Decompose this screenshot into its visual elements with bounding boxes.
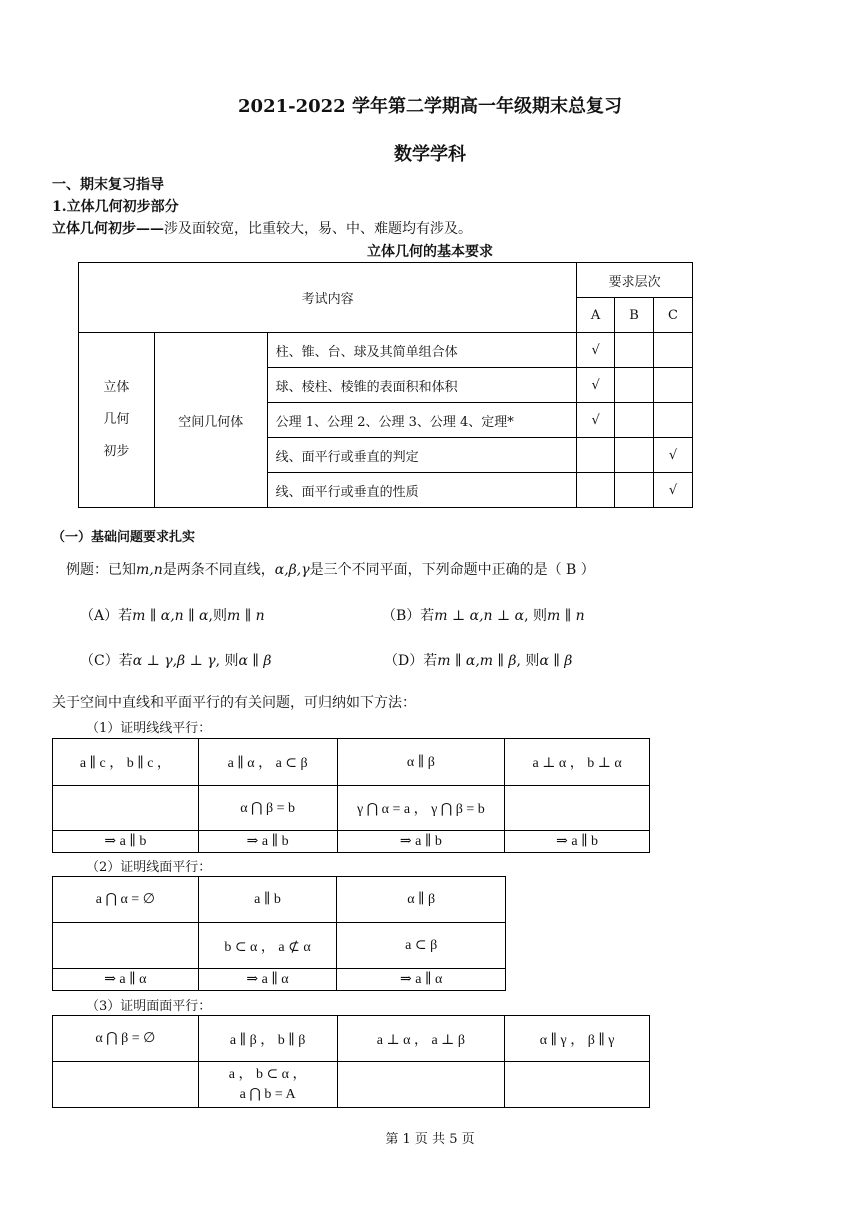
req-a [577, 473, 615, 508]
req-a: √ [577, 403, 615, 438]
option-then: ,则 [208, 608, 227, 624]
example-question [66, 559, 595, 579]
proof3-cell: a ∥ β ， b ∥ β [198, 1016, 337, 1062]
proof1-conclusion: ⇒ a ∥ b [198, 831, 337, 853]
req-item: 线、面平行或垂直的性质 [267, 473, 576, 508]
req-c [654, 403, 693, 438]
group-topic-line: 几何 [103, 412, 130, 427]
proof3-cell-line: a ⋂ b = A [239, 1086, 296, 1102]
req-b [615, 368, 654, 403]
proof1-table [52, 738, 650, 853]
proof2-cell: a ∥ b [198, 877, 337, 923]
proof2-conclusion: ⇒ a ∥ α [337, 969, 506, 991]
req-b [615, 403, 654, 438]
group-topic-line: 初步 [103, 444, 130, 459]
option-label: （B）若 [382, 608, 435, 624]
req-item: 公理 1、公理 2、公理 3、公理 4、定理* [267, 403, 576, 438]
proof1-cell [505, 786, 650, 831]
proof1-conclusion: ⇒ a ∥ b [53, 831, 199, 853]
proof3-cell: a ⊥ α ， a ⊥ β [337, 1016, 505, 1062]
proof1-label: （1）证明线线平行： [86, 721, 212, 736]
req-a [577, 438, 615, 473]
proof3-label: （3）证明面面平行： [86, 999, 212, 1014]
option-label: （D）若 [384, 653, 438, 669]
proof1-conclusion: ⇒ a ∥ b [337, 831, 505, 853]
intro-text: 涉及面较宽，比重较大，易、中、难题均有涉及。 [164, 221, 472, 237]
proof3-cell [53, 1062, 199, 1108]
option-result: α ∥ β [539, 653, 573, 669]
example-lines: m,n [136, 562, 163, 578]
table-title: 立体几何的基本要求 [367, 244, 493, 260]
req-c: √ [654, 438, 693, 473]
proof3-table [52, 1015, 650, 1108]
example-mid: 是两条不同直线， [162, 562, 275, 578]
option-then: , 则 [524, 608, 547, 624]
proof2-label: （2）证明线面平行： [86, 860, 212, 875]
proof3-cell-multiline [198, 1062, 337, 1108]
proof3-cell [505, 1062, 650, 1108]
option-result: m ∥ n [547, 608, 585, 624]
example-planes: α,β,γ [274, 562, 310, 578]
section-heading: 一、期末复习指导 [52, 177, 164, 193]
intro-bold: 立体几何初步—— [52, 221, 164, 237]
req-b [615, 438, 654, 473]
req-c [654, 333, 693, 368]
proof2-conclusion: ⇒ a ∥ α [53, 969, 199, 991]
proof2-cell [53, 923, 199, 969]
group-subtopic: 空间几何体 [154, 333, 267, 508]
option-result: m ∥ n [226, 608, 265, 624]
req-b [615, 333, 654, 368]
level-a: A [577, 298, 615, 333]
proof2-cell: α ∥ β [337, 877, 506, 923]
method-intro: 关于空间中直线和平面平行的有关问题，可归纳如下方法： [52, 695, 416, 711]
document-title: 2021-2022 学年第二学期高一年级期末总复习 [238, 96, 622, 117]
proof1-cell: a ∥ c ， b ∥ c ， [53, 739, 199, 786]
req-b [615, 473, 654, 508]
option-d [384, 650, 572, 670]
option-result: α ∥ β [238, 653, 272, 669]
option-then: , 则 [516, 653, 540, 669]
example-prefix: 例题：已知 [66, 562, 136, 578]
document-subtitle: 数学学科 [394, 144, 466, 165]
proof2-cell: a ⊂ β [337, 923, 506, 969]
group-topic [79, 333, 155, 508]
option-then: , 则 [215, 653, 239, 669]
req-a: √ [577, 333, 615, 368]
part-heading: （一）基础问题要求扎实 [52, 530, 196, 545]
option-a [80, 605, 265, 625]
option-b [382, 605, 585, 625]
page-footer: 第 1 页 共 5 页 [385, 1132, 475, 1147]
level-c: C [654, 298, 693, 333]
subsection-heading: 1.立体几何初步部分 [52, 199, 179, 215]
proof2-cell: b ⊂ α ， a ⊄ α [198, 923, 337, 969]
req-item: 柱、锥、台、球及其简单组合体 [267, 333, 576, 368]
req-a: √ [577, 368, 615, 403]
proof2-table [52, 876, 506, 991]
req-c: √ [654, 473, 693, 508]
req-item: 线、面平行或垂直的判定 [267, 438, 576, 473]
proof3-cell-line: a ， b ⊂ α ， [228, 1066, 307, 1082]
option-c [80, 650, 271, 670]
req-item: 球、棱柱、棱锥的表面积和体积 [267, 368, 576, 403]
proof3-cell: α ∥ γ ， β ∥ γ [505, 1016, 650, 1062]
option-expr: m ∥ α,m ∥ β [437, 653, 517, 669]
option-expr: α ⊥ γ,β ⊥ γ [132, 653, 216, 669]
proof3-cell: α ⋂ β = ∅ [53, 1016, 199, 1062]
example-end: 是三个不同平面，下列命题中正确的是（ B ） [309, 562, 595, 578]
header-content: 考试内容 [79, 263, 577, 333]
option-expr: m ⊥ α,n ⊥ α [434, 608, 525, 624]
proof1-cell: α ⋂ β = b [198, 786, 337, 831]
proof2-conclusion: ⇒ a ∥ α [198, 969, 337, 991]
proof3-cell [337, 1062, 505, 1108]
proof1-cell: α ∥ β [337, 739, 505, 786]
proof1-cell [53, 786, 199, 831]
option-label: （C）若 [80, 653, 133, 669]
req-c [654, 368, 693, 403]
requirement-table [78, 262, 693, 508]
proof1-cell: a ∥ α ， a ⊂ β [198, 739, 337, 786]
level-b: B [615, 298, 654, 333]
proof1-cell: a ⊥ α ， b ⊥ α [505, 739, 650, 786]
proof2-cell: a ⋂ α = ∅ [53, 877, 199, 923]
proof1-conclusion: ⇒ a ∥ b [505, 831, 650, 853]
group-topic-line: 立体 [103, 380, 130, 395]
intro-paragraph [52, 218, 472, 238]
header-level: 要求层次 [577, 263, 693, 298]
option-label: （A）若 [80, 608, 133, 624]
proof1-cell: γ ⋂ α = a ， γ ⋂ β = b [337, 786, 505, 831]
option-expr: m ∥ α,n ∥ α [132, 608, 209, 624]
